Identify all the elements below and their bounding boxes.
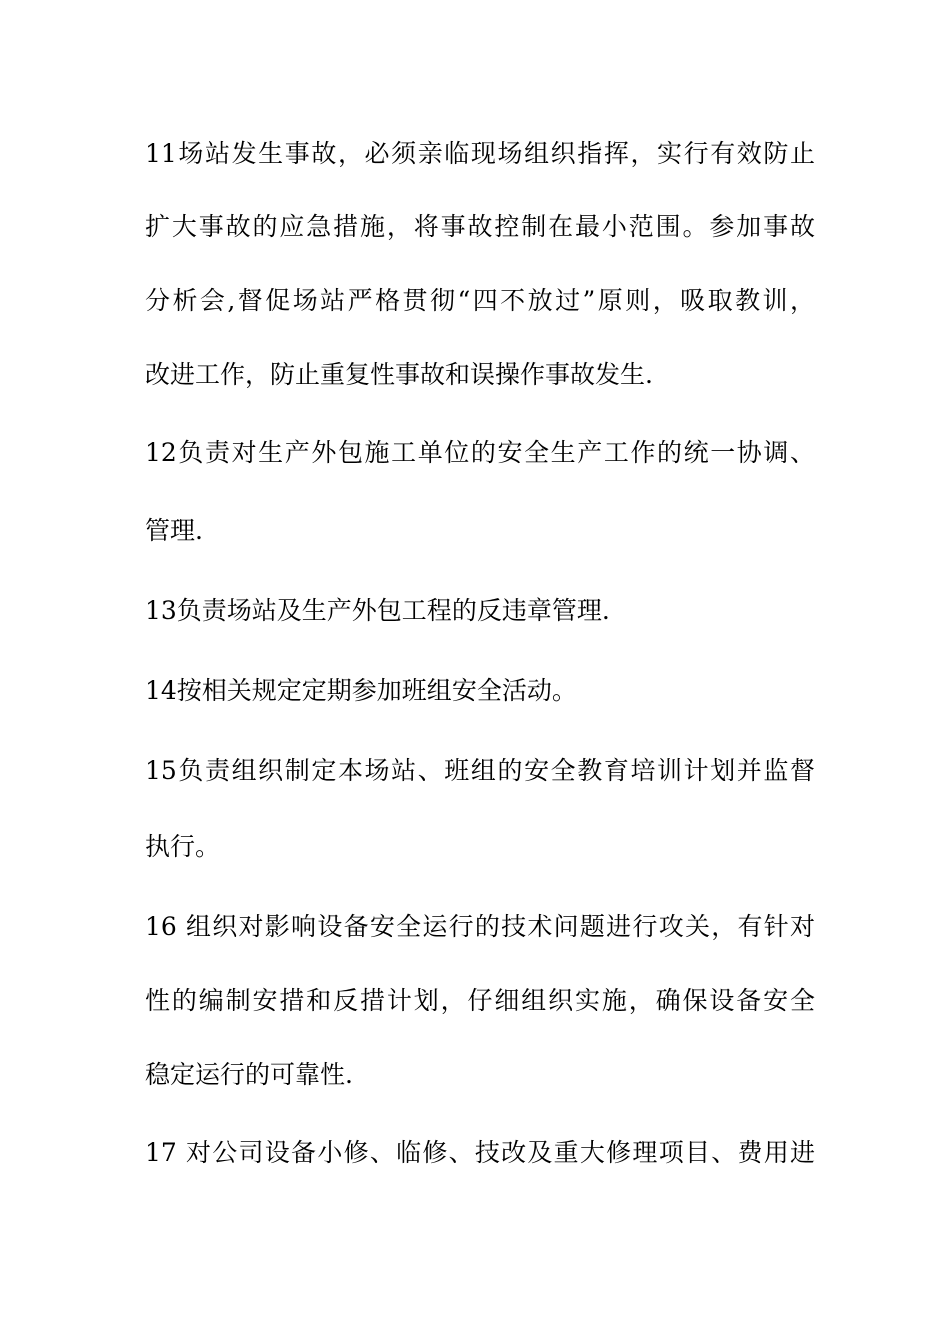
text-line-4: 改进工作，防止重复性事故和误操作事故发生. [145, 360, 653, 389]
text-line-9: 15负责组织制定本场站、班组的安全教育培训计划并监督 [145, 756, 815, 785]
text-line-5: 12负责对生产外包施工单位的安全生产工作的统一协调、 [145, 438, 815, 467]
text-line-3: 分析会,督促场站严格贯彻“四不放过”原则，吸取教训， [145, 286, 815, 315]
text-line-13: 稳定运行的可靠性. [145, 1060, 353, 1089]
text-line-6: 管理. [145, 516, 203, 545]
text-line-14: 17 对公司设备小修、临修、技改及重大修理项目、费用进 [145, 1138, 815, 1167]
text-line-2: 扩大事故的应急措施，将事故控制在最小范围。参加事故 [145, 212, 815, 241]
text-line-7: 13负责场站及生产外包工程的反违章管理. [145, 596, 610, 625]
text-line-1: 11场站发生事故，必须亲临现场组织指挥，实行有效防止 [145, 139, 815, 168]
text-line-10: 执行。 [145, 832, 221, 861]
text-line-11: 16 组织对影响设备安全运行的技术问题进行攻关，有针对 [145, 912, 815, 941]
text-line-12: 性的编制安措和反措计划，仔细组织实施，确保设备安全 [145, 986, 815, 1015]
text-line-8: 14按相关规定定期参加班组安全活动。 [145, 676, 577, 705]
